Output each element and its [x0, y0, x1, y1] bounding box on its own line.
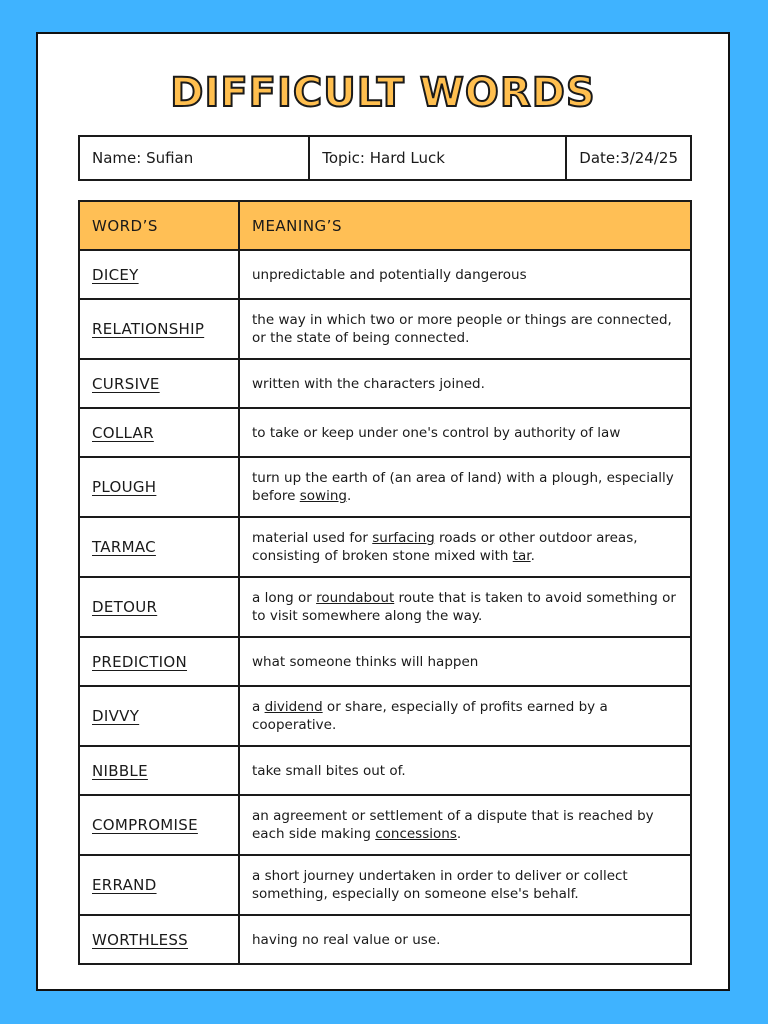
surfacing-link[interactable]: surfacing — [372, 530, 435, 546]
word-cell: WORTHLESS — [79, 915, 239, 964]
roundabout-link[interactable]: roundabout — [316, 590, 395, 606]
word-cell: NIBBLE — [79, 746, 239, 795]
vocabulary-table — [78, 200, 692, 965]
table-row — [79, 746, 691, 795]
meaning-cell: an agreement or settlement of a dispute that is reached by each side making concessions. — [239, 795, 691, 855]
dividend-link[interactable]: dividend — [264, 699, 323, 715]
table-row — [79, 250, 691, 299]
word-cell: PREDICTION — [79, 637, 239, 686]
table-row — [79, 517, 691, 577]
word-column-header: WORD’S — [79, 201, 239, 250]
word-cell: CURSIVE — [79, 359, 239, 408]
name-field: Name: Sufian — [79, 136, 309, 180]
table-row — [79, 637, 691, 686]
meaning-cell: to take or keep under one's control by authority of law — [239, 408, 691, 457]
meaning-cell: take small bites out of. — [239, 746, 691, 795]
word-cell: DIVVY — [79, 686, 239, 746]
sowing-link[interactable]: sowing — [299, 488, 347, 504]
word-cell: PLOUGH — [79, 457, 239, 517]
date-field: Date:3/24/25 — [566, 136, 691, 180]
meaning-cell: the way in which two or more people or things are connected, or the state of being connected. — [239, 299, 691, 359]
meaning-cell: material used for surfacing roads or other outdoor areas, consisting of broken stone mixed with tar. — [239, 517, 691, 577]
word-cell: TARMAC — [79, 517, 239, 577]
table-row — [79, 408, 691, 457]
table-row — [79, 915, 691, 964]
table-row — [79, 855, 691, 915]
meaning-cell: written with the characters joined. — [239, 359, 691, 408]
meaning-column-header: MEANING’S — [239, 201, 691, 250]
info-row — [79, 136, 691, 180]
word-cell: DETOUR — [79, 577, 239, 637]
meaning-cell: a short journey undertaken in order to deliver or collect something, especially on someone else's behalf. — [239, 855, 691, 915]
table-row — [79, 359, 691, 408]
word-cell: COLLAR — [79, 408, 239, 457]
table-header-row — [79, 201, 691, 250]
table-row — [79, 457, 691, 517]
tar-link[interactable]: tar — [512, 548, 531, 564]
word-cell: RELATIONSHIP — [79, 299, 239, 359]
word-cell: COMPROMISE — [79, 795, 239, 855]
table-row — [79, 299, 691, 359]
meaning-cell: turn up the earth of (an area of land) with a plough, especially before sowing. — [239, 457, 691, 517]
word-cell: DICEY — [79, 250, 239, 299]
page-title: DIFFICULT WORDS — [170, 70, 596, 116]
meaning-cell: a dividend or share, especially of profits earned by a cooperative. — [239, 686, 691, 746]
worksheet — [36, 32, 730, 991]
table-row — [79, 686, 691, 746]
topic-field: Topic: Hard Luck — [309, 136, 566, 180]
meaning-cell: unpredictable and potentially dangerous — [239, 250, 691, 299]
table-row — [79, 577, 691, 637]
meaning-cell: what someone thinks will happen — [239, 637, 691, 686]
meaning-cell: a long or roundabout route that is taken to avoid something or to visit somewhere along the way. — [239, 577, 691, 637]
concessions-link[interactable]: concessions — [375, 826, 457, 842]
word-cell: ERRAND — [79, 855, 239, 915]
meaning-cell: having no real value or use. — [239, 915, 691, 964]
table-row — [79, 795, 691, 855]
info-table — [78, 135, 692, 181]
